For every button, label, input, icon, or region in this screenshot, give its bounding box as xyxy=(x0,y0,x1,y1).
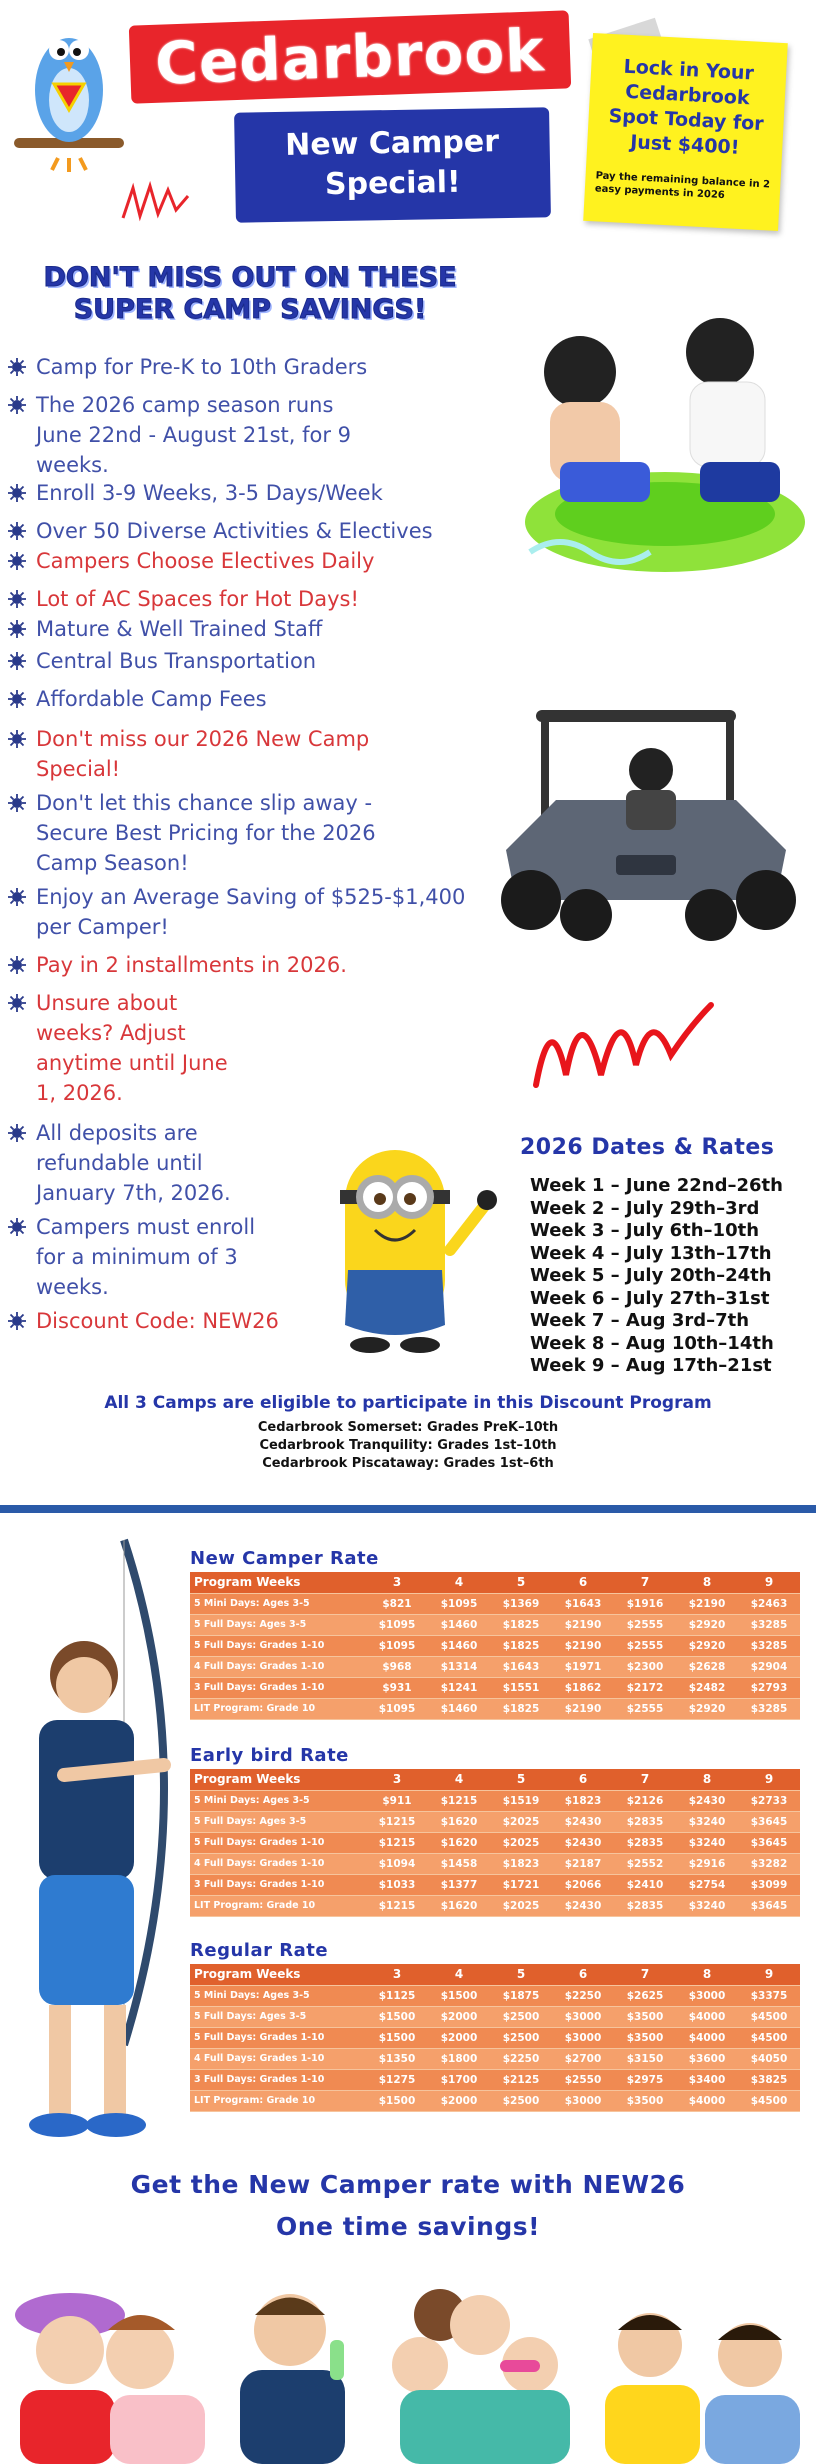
price-cell: $3500 xyxy=(614,2006,676,2027)
splat-bullet-icon xyxy=(8,1218,26,1236)
price-cell: $3240 xyxy=(676,1895,738,1916)
column-header-weeks: 5 xyxy=(490,1572,552,1593)
price-cell: $4500 xyxy=(738,2027,800,2048)
table-row xyxy=(190,2048,800,2069)
program-label-cell: 5 Mini Days: Ages 3-5 xyxy=(190,1790,366,1811)
bullet-text: Affordable Camp Fees xyxy=(36,687,267,711)
splat-bullet-icon xyxy=(8,956,26,974)
cta-line-1: Get the New Camper rate with NEW26 xyxy=(130,2170,686,2199)
price-cell: $2172 xyxy=(614,1677,676,1698)
program-label-cell: 5 Full Days: Grades 1-10 xyxy=(190,1635,366,1656)
price-cell: $1275 xyxy=(366,2069,428,2090)
column-header-program-weeks: Program Weeks xyxy=(190,1572,366,1593)
price-cell: $4500 xyxy=(738,2090,800,2111)
program-label-cell: 5 Full Days: Grades 1-10 xyxy=(190,1832,366,1853)
price-cell: $1800 xyxy=(428,2048,490,2069)
column-header-weeks: 8 xyxy=(676,1964,738,1985)
price-cell: $821 xyxy=(366,1593,428,1614)
price-cell: $1241 xyxy=(428,1677,490,1698)
price-cell: $3099 xyxy=(738,1874,800,1895)
price-cell: $1033 xyxy=(366,1874,428,1895)
price-cell: $1971 xyxy=(552,1656,614,1677)
table-header-row xyxy=(190,1769,800,1790)
column-header-weeks: 7 xyxy=(614,1572,676,1593)
scribble-decoration xyxy=(118,178,193,228)
bullet-text: Unsure about weeks? Adjust anytime until June 1, 2026. xyxy=(36,991,228,1105)
splat-bullet-icon xyxy=(8,358,26,376)
column-header-weeks: 6 xyxy=(552,1572,614,1593)
price-cell: $3240 xyxy=(676,1811,738,1832)
program-label-cell: 5 Full Days: Ages 3-5 xyxy=(190,2006,366,2027)
week-row: Week 9 – Aug 17th–21st xyxy=(530,1355,772,1376)
column-header-program-weeks: Program Weeks xyxy=(190,1769,366,1790)
column-header-weeks: 3 xyxy=(366,1572,428,1593)
price-cell: $2126 xyxy=(614,1790,676,1811)
price-cell: $3645 xyxy=(738,1811,800,1832)
price-cell: $2250 xyxy=(552,1985,614,2006)
splat-bullet-icon xyxy=(8,994,26,1012)
price-cell: $2000 xyxy=(428,2006,490,2027)
program-label-cell: 3 Full Days: Grades 1-10 xyxy=(190,1874,366,1895)
group-of-girls-photo xyxy=(392,2289,570,2464)
bullet-item xyxy=(8,1212,278,1302)
price-cell: $931 xyxy=(366,1677,428,1698)
price-cell: $2300 xyxy=(614,1656,676,1677)
bullet-item xyxy=(8,646,478,676)
price-cell: $968 xyxy=(366,1656,428,1677)
bullet-item xyxy=(8,584,478,614)
price-cell: $2555 xyxy=(614,1614,676,1635)
price-cell: $2904 xyxy=(738,1656,800,1677)
bullet-text: Campers must enroll for a minimum of 3 weeks. xyxy=(36,1215,256,1299)
table-row xyxy=(190,1593,800,1614)
price-cell: $1823 xyxy=(490,1853,552,1874)
price-cell: $2916 xyxy=(676,1853,738,1874)
column-header-weeks: 4 xyxy=(428,1769,490,1790)
table-row xyxy=(190,1677,800,1698)
column-header-weeks: 5 xyxy=(490,1769,552,1790)
price-cell: $3150 xyxy=(614,2048,676,2069)
price-cell: $2975 xyxy=(614,2069,676,2090)
bullet-item xyxy=(8,988,228,1108)
price-cell: $1095 xyxy=(428,1593,490,1614)
price-cell: $3285 xyxy=(738,1698,800,1719)
savings-headline xyxy=(30,262,470,326)
price-cell: $3240 xyxy=(676,1832,738,1853)
splat-bullet-icon xyxy=(8,396,26,414)
bullet-text: All deposits are refundable until January 7th, 2026. xyxy=(36,1121,231,1205)
price-cell: $1369 xyxy=(490,1593,552,1614)
price-cell: $2025 xyxy=(490,1832,552,1853)
price-cell: $2920 xyxy=(676,1698,738,1719)
price-cell: $2410 xyxy=(614,1874,676,1895)
price-cell: $2500 xyxy=(490,2090,552,2111)
price-cell: $2430 xyxy=(676,1790,738,1811)
price-cell: $1862 xyxy=(552,1677,614,1698)
price-cell: $2190 xyxy=(552,1698,614,1719)
price-cell: $1519 xyxy=(490,1790,552,1811)
splat-bullet-icon xyxy=(8,690,26,708)
bullet-text: Over 50 Diverse Activities & Electives xyxy=(36,519,433,543)
bullet-text: Don't let this chance slip away - Secure Best Pricing for the 2026 Camp Season! xyxy=(36,791,376,875)
section-divider xyxy=(0,1505,816,1513)
price-cell: $1500 xyxy=(366,2006,428,2027)
column-header-weeks: 7 xyxy=(614,1769,676,1790)
rate-table-title: New Camper Rate xyxy=(190,1548,379,1569)
bullet-text: Enroll 3-9 Weeks, 3-5 Days/Week xyxy=(36,481,383,505)
price-cell: $3500 xyxy=(614,2027,676,2048)
headline-line-1: DON'T MISS OUT ON THESE xyxy=(43,262,457,293)
program-label-cell: 5 Mini Days: Ages 3-5 xyxy=(190,1985,366,2006)
week-row: Week 8 – Aug 10th–14th xyxy=(530,1332,774,1354)
price-cell: $2066 xyxy=(552,1874,614,1895)
price-cell: $1377 xyxy=(428,1874,490,1895)
price-cell: $3000 xyxy=(552,2006,614,2027)
price-cell: $1215 xyxy=(428,1790,490,1811)
price-cell: $4000 xyxy=(676,2027,738,2048)
splat-bullet-icon xyxy=(8,552,26,570)
price-cell: $1460 xyxy=(428,1635,490,1656)
table-row xyxy=(190,1614,800,1635)
bullet-text: Lot of AC Spaces for Hot Days! xyxy=(36,587,359,611)
camp-grade-line: Cedarbrook Somerset: Grades PreK–10th xyxy=(257,1420,559,1435)
price-cell: $2835 xyxy=(614,1895,676,1916)
eligible-title: All 3 Camps are eligible to participate in this Discount Program xyxy=(104,1393,712,1413)
bullet-item xyxy=(8,614,478,644)
table-row xyxy=(190,1853,800,1874)
bullet-item xyxy=(8,684,478,714)
splat-bullet-icon xyxy=(8,484,26,502)
price-cell: $3375 xyxy=(738,1985,800,2006)
bullet-text: Campers Choose Electives Daily xyxy=(36,549,375,573)
price-cell: $2700 xyxy=(552,2048,614,2069)
price-cell: $911 xyxy=(366,1790,428,1811)
table-row xyxy=(190,1874,800,1895)
mascot-bird xyxy=(14,10,124,190)
program-label-cell: 3 Full Days: Grades 1-10 xyxy=(190,2069,366,2090)
splat-bullet-icon xyxy=(8,888,26,906)
price-cell: $1500 xyxy=(366,2090,428,2111)
price-cell: $1916 xyxy=(614,1593,676,1614)
column-header-program-weeks: Program Weeks xyxy=(190,1964,366,1985)
rate-table-title: Early bird Rate xyxy=(190,1745,349,1766)
rate-table-title: Regular Rate xyxy=(190,1940,329,1961)
rate-table xyxy=(190,1769,800,1917)
price-cell: $1643 xyxy=(552,1593,614,1614)
price-cell: $1460 xyxy=(428,1698,490,1719)
rate-table xyxy=(190,1964,800,2112)
two-boys-photo xyxy=(605,2313,800,2464)
price-cell: $2000 xyxy=(428,2027,490,2048)
bullet-item xyxy=(8,788,408,878)
price-cell: $2754 xyxy=(676,1874,738,1895)
price-cell: $2187 xyxy=(552,1853,614,1874)
price-cell: $3825 xyxy=(738,2069,800,2090)
table-row xyxy=(190,1811,800,1832)
price-cell: $2793 xyxy=(738,1677,800,1698)
program-label-cell: LIT Program: Grade 10 xyxy=(190,2090,366,2111)
program-label-cell: 5 Full Days: Ages 3-5 xyxy=(190,1811,366,1832)
price-cell: $1095 xyxy=(366,1635,428,1656)
price-cell: $2555 xyxy=(614,1635,676,1656)
price-cell: $2025 xyxy=(490,1895,552,1916)
price-cell: $2920 xyxy=(676,1635,738,1656)
program-label-cell: LIT Program: Grade 10 xyxy=(190,1698,366,1719)
week-row: Week 3 – July 6th–10th xyxy=(530,1220,760,1241)
headline-line-2: SUPER CAMP SAVINGS! xyxy=(73,294,427,325)
bullet-item xyxy=(8,352,478,382)
bullet-text: Don't miss our 2026 New Camp Special! xyxy=(36,727,370,781)
price-cell: $1551 xyxy=(490,1677,552,1698)
column-header-weeks: 9 xyxy=(738,1964,800,1985)
table-row xyxy=(190,2069,800,2090)
table-row xyxy=(190,1832,800,1853)
program-label-cell: 5 Full Days: Ages 3-5 xyxy=(190,1614,366,1635)
bullet-text: The 2026 camp season runs June 22nd - August 21st, for 9 weeks. xyxy=(36,393,352,477)
utv-vehicle-photo xyxy=(476,690,806,960)
price-cell: $2125 xyxy=(490,2069,552,2090)
program-label-cell: 5 Full Days: Grades 1-10 xyxy=(190,2027,366,2048)
splat-bullet-icon xyxy=(8,730,26,748)
sticky-note-offer xyxy=(583,33,788,231)
price-cell: $1620 xyxy=(428,1832,490,1853)
program-label-cell: LIT Program: Grade 10 xyxy=(190,1895,366,1916)
column-header-weeks: 6 xyxy=(552,1769,614,1790)
week-row: Week 1 – June 22nd–26th xyxy=(530,1175,783,1196)
column-header-weeks: 6 xyxy=(552,1964,614,1985)
column-header-weeks: 7 xyxy=(614,1964,676,1985)
price-cell: $2190 xyxy=(552,1614,614,1635)
table-row xyxy=(190,1635,800,1656)
price-cell: $2482 xyxy=(676,1677,738,1698)
price-cell: $2025 xyxy=(490,1811,552,1832)
price-cell: $1458 xyxy=(428,1853,490,1874)
rate-table xyxy=(190,1572,800,1720)
table-row xyxy=(190,1895,800,1916)
bullet-text: Enjoy an Average Saving of $525-$1,400 per Camper! xyxy=(36,885,466,939)
column-header-weeks: 8 xyxy=(676,1769,738,1790)
program-label-cell: 4 Full Days: Grades 1-10 xyxy=(190,1656,366,1677)
price-cell: $1094 xyxy=(366,1853,428,1874)
price-cell: $1823 xyxy=(552,1790,614,1811)
price-cell: $2625 xyxy=(614,1985,676,2006)
price-cell: $1460 xyxy=(428,1614,490,1635)
archer-boy-photo xyxy=(4,1525,189,2145)
column-header-weeks: 3 xyxy=(366,1964,428,1985)
price-cell: $3600 xyxy=(676,2048,738,2069)
price-cell: $4050 xyxy=(738,2048,800,2069)
price-cell: $3285 xyxy=(738,1635,800,1656)
girls-with-hat-photo xyxy=(15,2293,205,2464)
new-camper-special-banner: New Camper Special! xyxy=(234,107,551,222)
price-cell: $3400 xyxy=(676,2069,738,2090)
price-cell: $1500 xyxy=(366,2027,428,2048)
price-cell: $1825 xyxy=(490,1635,552,1656)
price-cell: $1350 xyxy=(366,2048,428,2069)
column-header-weeks: 5 xyxy=(490,1964,552,1985)
price-cell: $1314 xyxy=(428,1656,490,1677)
table-row xyxy=(190,2006,800,2027)
bullet-item xyxy=(8,1118,238,1208)
price-cell: $1095 xyxy=(366,1614,428,1635)
camp-grade-line: Cedarbrook Piscataway: Grades 1st–6th xyxy=(262,1456,554,1471)
price-cell: $1095 xyxy=(366,1698,428,1719)
cta-line-2: One time savings! xyxy=(275,2212,541,2241)
price-cell: $2552 xyxy=(614,1853,676,1874)
column-header-weeks: 3 xyxy=(366,1769,428,1790)
bullet-item xyxy=(8,882,478,942)
price-cell: $4000 xyxy=(676,2090,738,2111)
splat-bullet-icon xyxy=(8,794,26,812)
price-cell: $3000 xyxy=(676,1985,738,2006)
price-cell: $1125 xyxy=(366,1985,428,2006)
table-row xyxy=(190,2027,800,2048)
bullet-item xyxy=(8,516,478,546)
price-cell: $4500 xyxy=(738,2006,800,2027)
splat-bullet-icon xyxy=(8,590,26,608)
price-cell: $1215 xyxy=(366,1895,428,1916)
boy-with-popsicle-photo xyxy=(240,2294,345,2464)
splat-bullet-icon xyxy=(8,620,26,638)
price-cell: $1825 xyxy=(490,1698,552,1719)
price-cell: $2250 xyxy=(490,2048,552,2069)
bullet-text: Pay in 2 installments in 2026. xyxy=(36,953,347,977)
splat-bullet-icon xyxy=(8,652,26,670)
bullet-item xyxy=(8,546,478,576)
price-cell: $2190 xyxy=(552,1635,614,1656)
price-cell: $3645 xyxy=(738,1832,800,1853)
price-cell: $2550 xyxy=(552,2069,614,2090)
price-cell: $2835 xyxy=(614,1811,676,1832)
camp-grade-line: Cedarbrook Tranquility: Grades 1st–10th xyxy=(259,1438,557,1453)
price-cell: $2430 xyxy=(552,1832,614,1853)
price-cell: $4000 xyxy=(676,2006,738,2027)
bullet-text: Mature & Well Trained Staff xyxy=(36,617,323,641)
price-cell: $2920 xyxy=(676,1614,738,1635)
brand-title: Cedarbrook xyxy=(129,10,571,103)
week-row: Week 4 – July 13th–17th xyxy=(530,1242,772,1264)
price-cell: $1215 xyxy=(366,1832,428,1853)
table-row xyxy=(190,1790,800,1811)
dates-rates-title: 2026 Dates & Rates xyxy=(520,1135,775,1160)
price-cell: $1620 xyxy=(428,1895,490,1916)
minion-illustration xyxy=(300,1130,500,1360)
program-label-cell: 4 Full Days: Grades 1-10 xyxy=(190,1853,366,1874)
price-cell: $2000 xyxy=(428,2090,490,2111)
price-cell: $1643 xyxy=(490,1656,552,1677)
program-label-cell: 5 Mini Days: Ages 3-5 xyxy=(190,1593,366,1614)
program-label-cell: 3 Full Days: Grades 1-10 xyxy=(190,1677,366,1698)
price-cell: $1500 xyxy=(428,1985,490,2006)
price-cell: $1721 xyxy=(490,1874,552,1895)
column-header-weeks: 8 xyxy=(676,1572,738,1593)
bullet-text: Camp for Pre-K to 10th Graders xyxy=(36,355,368,379)
price-cell: $3000 xyxy=(552,2090,614,2111)
bullet-text: Discount Code: NEW26 xyxy=(36,1309,279,1333)
bullet-item xyxy=(8,724,388,784)
table-header-row xyxy=(190,1572,800,1593)
week-row: Week 5 – July 20th–24th xyxy=(530,1265,772,1286)
column-header-weeks: 9 xyxy=(738,1572,800,1593)
kids-photo-strip xyxy=(0,2270,816,2464)
price-cell: $2430 xyxy=(552,1895,614,1916)
table-row xyxy=(190,1985,800,2006)
price-cell: $1620 xyxy=(428,1811,490,1832)
table-row xyxy=(190,2090,800,2111)
week-row: Week 6 – July 27th–31st xyxy=(530,1287,770,1309)
column-header-weeks: 9 xyxy=(738,1769,800,1790)
splat-bullet-icon xyxy=(8,1124,26,1142)
price-cell: $2555 xyxy=(614,1698,676,1719)
price-cell: $1825 xyxy=(490,1614,552,1635)
splat-bullet-icon xyxy=(8,1312,26,1330)
price-cell: $2190 xyxy=(676,1593,738,1614)
price-cell: $2463 xyxy=(738,1593,800,1614)
price-cell: $1215 xyxy=(366,1811,428,1832)
price-cell: $2835 xyxy=(614,1832,676,1853)
price-cell: $2430 xyxy=(552,1811,614,1832)
column-header-weeks: 4 xyxy=(428,1572,490,1593)
sticky-small-text: Pay the remaining balance in 2 easy payments in 2026 xyxy=(594,170,771,202)
price-cell: $3500 xyxy=(614,2090,676,2111)
price-cell: $3645 xyxy=(738,1895,800,1916)
splat-bullet-icon xyxy=(8,522,26,540)
price-cell: $2733 xyxy=(738,1790,800,1811)
column-header-weeks: 4 xyxy=(428,1964,490,1985)
program-label-cell: 4 Full Days: Grades 1-10 xyxy=(190,2048,366,2069)
price-cell: $2500 xyxy=(490,2006,552,2027)
table-row xyxy=(190,1698,800,1719)
price-cell: $3285 xyxy=(738,1614,800,1635)
bullet-item xyxy=(8,478,478,508)
price-cell: $2628 xyxy=(676,1656,738,1677)
red-scribble-decoration xyxy=(526,985,716,1105)
week-row: Week 2 – July 29th–3rd xyxy=(530,1197,760,1219)
price-cell: $2500 xyxy=(490,2027,552,2048)
price-cell: $1700 xyxy=(428,2069,490,2090)
sticky-main-text: Lock in Your Cedarbrook Spot Today for Just $400! xyxy=(608,55,765,159)
price-cell: $3000 xyxy=(552,2027,614,2048)
table-row xyxy=(190,1656,800,1677)
bullet-item xyxy=(8,390,368,480)
price-cell: $3282 xyxy=(738,1853,800,1874)
kids-on-float-photo xyxy=(490,302,810,592)
bullet-item xyxy=(8,950,478,980)
week-row: Week 7 – Aug 3rd–7th xyxy=(530,1310,750,1331)
table-header-row xyxy=(190,1964,800,1985)
bullet-text: Central Bus Transportation xyxy=(36,649,317,673)
price-cell: $1875 xyxy=(490,1985,552,2006)
